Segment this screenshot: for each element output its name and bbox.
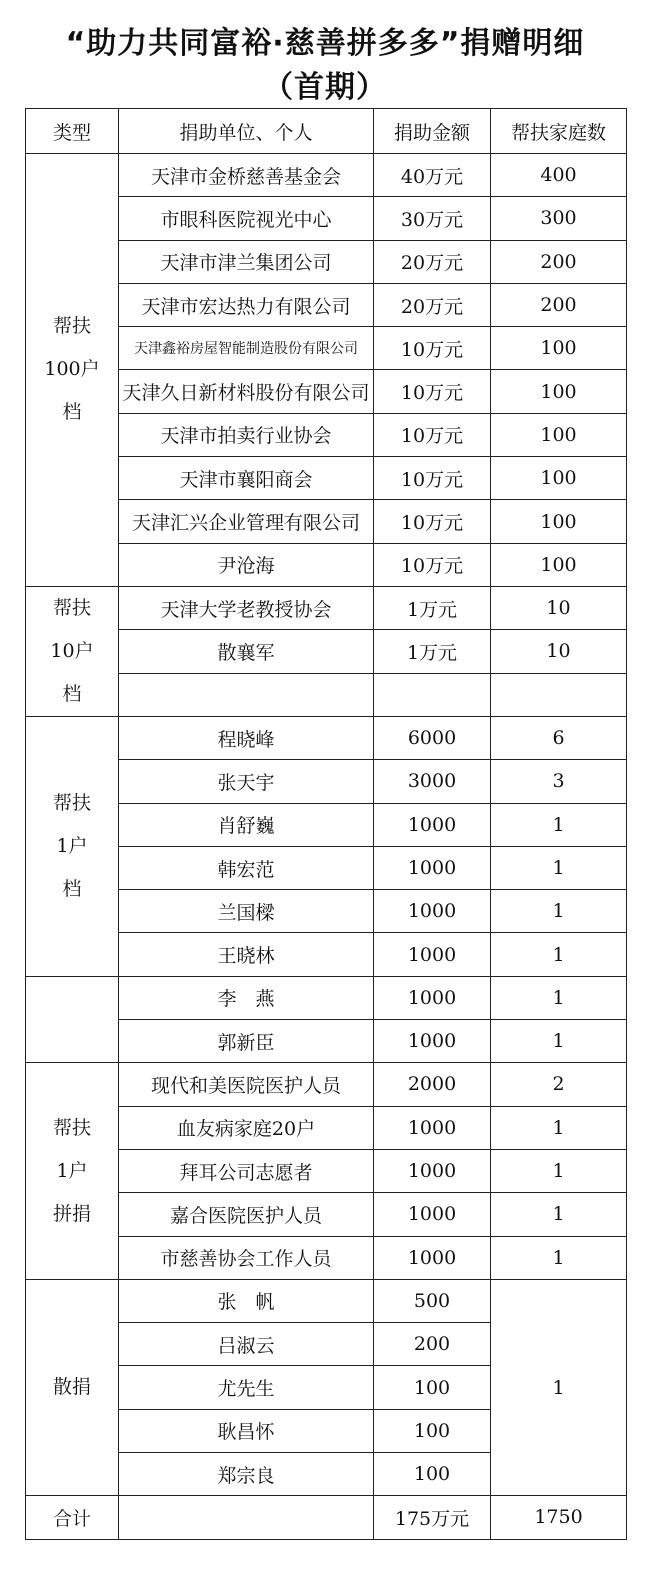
families-cell: 1: [491, 1193, 627, 1236]
donor-cell: 天津市襄阳商会: [119, 457, 374, 500]
amount-cell: 1000: [374, 933, 491, 976]
amount-cell: 10万元: [374, 413, 491, 456]
table-row: [26, 1063, 627, 1106]
families-cell: 1: [491, 1149, 627, 1192]
amount-cell: 1000: [374, 1020, 491, 1063]
page-title: “助力共同富裕·慈善拼多多”捐赠明细: [65, 26, 585, 61]
total-families: 1750: [491, 1496, 627, 1539]
amount-cell: [374, 673, 491, 716]
donation-table: [25, 108, 627, 1540]
donor-cell: 郑宗良: [119, 1453, 374, 1496]
donor-cell: 尹沧海: [119, 543, 374, 586]
donor-cell: 吕淑云: [119, 1323, 374, 1366]
donor-cell: 天津市宏达热力有限公司: [119, 283, 374, 326]
families-cell: 1: [491, 803, 627, 846]
category-line: 帮扶: [52, 791, 91, 814]
donor-cell: 散襄军: [119, 630, 374, 673]
amount-cell: 1000: [374, 976, 491, 1019]
families-cell: 1: [491, 933, 627, 976]
families-cell: 100: [491, 327, 627, 370]
amount-cell: 6000: [374, 716, 491, 759]
category-line: 档: [62, 401, 82, 424]
category-cell: [26, 1279, 119, 1495]
amount-cell: 10万元: [374, 327, 491, 370]
donor-cell: 耿昌怀: [119, 1409, 374, 1452]
header-families: 帮扶家庭数: [491, 109, 627, 154]
amount-cell: 100: [374, 1409, 491, 1452]
table-row: [26, 716, 627, 759]
amount-cell: 1000: [374, 1149, 491, 1192]
category-line: 帮扶: [52, 596, 91, 619]
category-line: 帮扶: [52, 315, 91, 338]
donor-cell: 嘉合医院医护人员: [119, 1193, 374, 1236]
table-body: [26, 154, 627, 1496]
category-line: 帮扶: [52, 1116, 91, 1139]
donor-cell: 天津市津兰集团公司: [119, 240, 374, 283]
amount-cell: 1000: [374, 803, 491, 846]
families-cell: 400: [491, 154, 627, 197]
header-amount: 捐助金额: [374, 109, 491, 154]
category-cell: [26, 716, 119, 976]
table-row: [26, 1279, 627, 1322]
families-cell: 10: [491, 586, 627, 629]
donor-cell: 拜耳公司志愿者: [119, 1149, 374, 1192]
donor-cell: 程晓峰: [119, 716, 374, 759]
total-donor: [119, 1496, 374, 1539]
donor-cell: 市眼科医院视光中心: [119, 197, 374, 240]
donor-cell: 尤先生: [119, 1366, 374, 1409]
donor-cell: [119, 673, 374, 716]
amount-cell: 20万元: [374, 240, 491, 283]
donor-cell: 王晓林: [119, 933, 374, 976]
amount-cell: 1万元: [374, 630, 491, 673]
category-cell: [26, 586, 119, 716]
amount-cell: 100: [374, 1453, 491, 1496]
table-row: [26, 586, 627, 629]
total-label: 合计: [26, 1496, 119, 1539]
families-cell: 200: [491, 283, 627, 326]
families-cell: 100: [491, 457, 627, 500]
page-subtitle: （首期）: [263, 70, 387, 105]
families-cell: 10: [491, 630, 627, 673]
donor-cell: 血友病家庭20户: [119, 1106, 374, 1149]
amount-cell: 10万元: [374, 543, 491, 586]
families-cell: 100: [491, 413, 627, 456]
header-donor: 捐助单位、个人: [119, 109, 374, 154]
families-cell: 1: [491, 1020, 627, 1063]
category-line: 100户: [44, 358, 100, 381]
families-cell: 6: [491, 716, 627, 759]
families-cell: 300: [491, 197, 627, 240]
category-line: 散捐: [52, 1376, 91, 1399]
category-line: 拼捐: [52, 1202, 91, 1225]
families-cell: 1: [491, 846, 627, 889]
table-header-row: [26, 109, 627, 154]
amount-cell: 40万元: [374, 154, 491, 197]
header-type: 类型: [26, 109, 119, 154]
table-row: [26, 154, 627, 197]
families-cell: 200: [491, 240, 627, 283]
donor-cell: 郭新臣: [119, 1020, 374, 1063]
amount-cell: 500: [374, 1279, 491, 1322]
donor-cell: 天津市金桥慈善基金会: [119, 154, 374, 197]
families-cell: [491, 673, 627, 716]
category-line: 1户: [56, 834, 88, 857]
donor-cell: 天津市拍卖行业协会: [119, 413, 374, 456]
donor-cell: 张天宇: [119, 760, 374, 803]
donor-cell: 韩宏范: [119, 846, 374, 889]
amount-cell: 1万元: [374, 586, 491, 629]
families-cell: 1: [491, 1279, 627, 1495]
families-cell: 1: [491, 1236, 627, 1279]
amount-cell: 10万元: [374, 500, 491, 543]
families-cell: 100: [491, 500, 627, 543]
amount-cell: 10万元: [374, 457, 491, 500]
amount-cell: 3000: [374, 760, 491, 803]
amount-cell: 1000: [374, 1106, 491, 1149]
donor-cell: 现代和美医院医护人员: [119, 1063, 374, 1106]
total-row: [26, 1496, 627, 1539]
amount-cell: 1000: [374, 890, 491, 933]
donor-cell: 肖舒巍: [119, 803, 374, 846]
donor-cell: 天津久日新材料股份有限公司: [119, 370, 374, 413]
category-line: 档: [62, 877, 82, 900]
amount-cell: 1000: [374, 1193, 491, 1236]
families-cell: 1: [491, 890, 627, 933]
amount-cell: 100: [374, 1366, 491, 1409]
families-cell: 1: [491, 1106, 627, 1149]
amount-cell: 30万元: [374, 197, 491, 240]
amount-cell: 10万元: [374, 370, 491, 413]
donor-cell: 天津大学老教授协会: [119, 586, 374, 629]
table-row: [26, 976, 627, 1019]
families-cell: 1: [491, 976, 627, 1019]
donor-cell: 兰国樑: [119, 890, 374, 933]
category-cell: [26, 154, 119, 587]
families-cell: 2: [491, 1063, 627, 1106]
donor-cell: 张 帆: [119, 1279, 374, 1322]
amount-cell: 20万元: [374, 283, 491, 326]
category-line: 1户: [56, 1159, 88, 1182]
category-cell: [26, 1063, 119, 1279]
amount-cell: 1000: [374, 1236, 491, 1279]
category-line: 10户: [50, 639, 94, 662]
families-cell: 3: [491, 760, 627, 803]
donor-cell: 天津鑫裕房屋智能制造股份有限公司: [119, 327, 374, 370]
category-line: 档: [62, 682, 82, 705]
families-cell: 100: [491, 543, 627, 586]
amount-cell: 1000: [374, 846, 491, 889]
amount-cell: 2000: [374, 1063, 491, 1106]
donor-cell: 天津汇兴企业管理有限公司: [119, 500, 374, 543]
donor-cell: 李 燕: [119, 976, 374, 1019]
families-cell: 100: [491, 370, 627, 413]
amount-cell: 200: [374, 1323, 491, 1366]
total-amount: 175万元: [374, 1496, 491, 1539]
donor-cell: 市慈善协会工作人员: [119, 1236, 374, 1279]
category-cell: [26, 976, 119, 1063]
